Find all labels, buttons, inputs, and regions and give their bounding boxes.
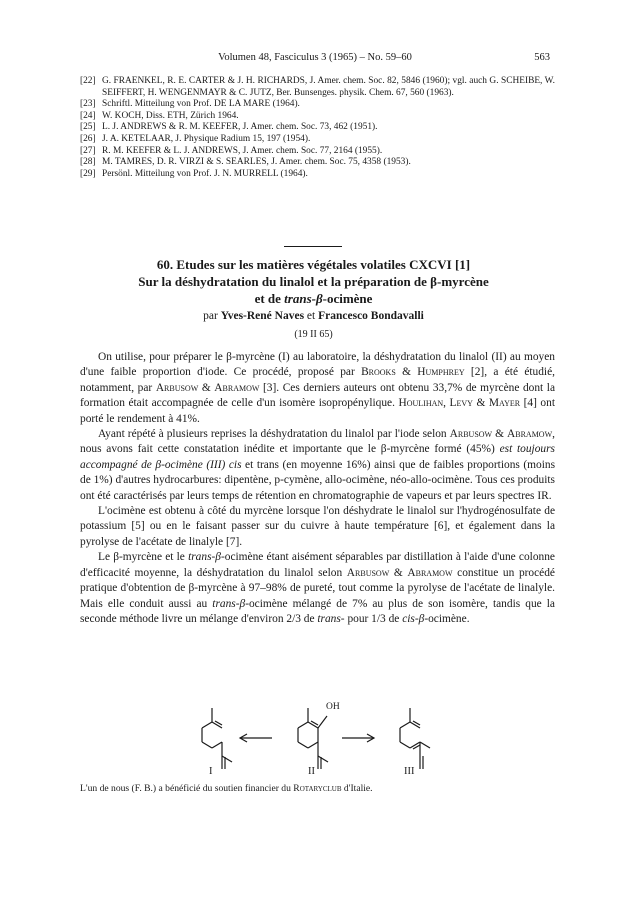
reference-text: Persönl. Mitteilung von Prof. J. N. MURRELL (1964). (102, 168, 308, 179)
text-run: -ocimène étant aisément séparables par distillation à l'aide d'une colonne d'efficacité moyenne, la déshydratation du linalol selon (80, 551, 555, 579)
reference-number: [26] (80, 133, 96, 144)
title-line-2: Sur la déshydratation du linalol et la préparation de β-myrcène (138, 274, 489, 289)
paragraph (80, 427, 555, 504)
reference-text: Schriftl. Mitteilung von Prof. DE LA MARE (1964). (102, 99, 300, 110)
author-ref: Arbusow (155, 381, 199, 394)
reference-item (80, 76, 555, 99)
title-text: et de (254, 291, 285, 306)
author-ref: Arbusow (346, 566, 390, 579)
text-run: -ocimène mélangé de 7% au plus de son isomère, tandis que la seconde méthode livre un mélange d'environ 2/3 de (80, 597, 555, 625)
reference-number: [29] (80, 168, 96, 179)
text-run: pour 1/3 de (344, 612, 403, 625)
text-run: Le β-myrcène et le (98, 551, 189, 564)
reference-list (80, 76, 555, 180)
text-run: On utilise, pour préparer le β-myrcène (I) au laboratoire, la déshydratation du linalol (II) au moyen d'une faible proportion d'iode. Ce procédé, proposé par (80, 351, 555, 379)
received-date: (19 II 65) (294, 329, 333, 340)
footnote-smallcaps: Rotaryclub (293, 783, 342, 794)
text-run: [4] ont porté le rendement à 41%. (80, 397, 555, 425)
reference-number: [23] (80, 99, 96, 110)
author-ref: Arbusow (449, 428, 493, 441)
text-run: & (472, 397, 489, 410)
author-ref: Abramow (507, 428, 553, 441)
text-run: & (198, 381, 215, 394)
reference-item (80, 146, 555, 158)
text-run: constitue un procédé pratique d'obtention de β-myrcène à 97–98% de pureté, tout comme la pyrolyse de l'acétate de linalyle. Mais elle conduit aussi au (80, 566, 555, 610)
running-head-text: Volumen 48, Fasciculus 3 (1965) – No. 59–60 (218, 52, 412, 63)
text-run: , nous avons fait cette constatation inédite et importante que le β-myrcène formé (45%) (80, 428, 555, 456)
emphasis: cis-β (402, 612, 425, 625)
author-ref: Houlihan, Levy (398, 397, 473, 410)
reference-text: R. M. KEEFER & L. J. ANDREWS, J. Amer. chem. Soc. 77, 2164 (1955). (102, 145, 383, 156)
page-number: 563 (534, 52, 550, 63)
reference-text: G. FRAENKEL, R. E. CARTER & J. H. RICHARDS, J. Amer. chem. Soc. 82, 5846 (1960); vgl. auch G. SCHEIBE, W. SEIFFERT, H. WENGENMAYR & C. JUTZ, Ber. Bunsenges. physik. Chem. 67, 560 (1963). (102, 76, 555, 98)
text-run: -ocimène. (424, 612, 470, 625)
title-divider (284, 246, 342, 247)
reference-item (80, 157, 555, 169)
footnote (80, 783, 555, 794)
author-ref: Brooks (361, 366, 396, 379)
reference-number: [28] (80, 157, 96, 168)
reference-number: [25] (80, 122, 96, 133)
structure-III-ocimene (400, 708, 430, 769)
emphasis: trans-β (188, 551, 221, 564)
paragraph (80, 550, 555, 627)
text-run: & (389, 566, 408, 579)
title-line-3 (70, 290, 557, 307)
author-name: Francesco Bondavalli (318, 310, 424, 322)
compound-label-III: III (404, 766, 415, 777)
compound-label-I: I (209, 766, 213, 777)
byline-et: et (306, 310, 316, 322)
author-name: Yves-René Naves (220, 310, 305, 322)
paragraph (80, 350, 555, 427)
compound-label-II: II (308, 766, 315, 777)
article-title (70, 256, 557, 307)
structure-I-myrcene (202, 708, 232, 769)
hydroxyl-label: OH (326, 702, 340, 712)
footnote-text: d'Italie. (341, 783, 373, 794)
emphasis: trans- (317, 612, 345, 625)
reference-text: L. J. ANDREWS & R. M. KEEFER, J. Amer. chem. Soc. 73, 462 (1951). (102, 122, 378, 133)
author-byline (70, 310, 557, 322)
title-line-1: 60. Etudes sur les matières végétales volatiles CXCVI [1] (156, 257, 471, 272)
text-run: [2], a été étudié, notamment, par (80, 366, 555, 394)
title-italic: trans-β (284, 291, 323, 306)
reference-item (80, 134, 555, 146)
chemical-structures-figure (150, 702, 480, 780)
text-run: & (492, 428, 508, 441)
emphasis: trans-β (212, 597, 246, 610)
author-ref: Abramow (214, 381, 260, 394)
text-run: [3]. Ces derniers auteurs ont obtenu 33,7% de myrcène dont la formation était accompagnée de celle d'un isomère isopropénylique. (80, 381, 556, 410)
paragraph: L'ocimène est obtenu à côté du myrcène lorsque l'on déshydrate le linalol sur l'hydrogénosulfate de potassium [5] ou en le faisant passer sur du cuivre à haute température [6], et également dans la pyrolyse de l'acétate de linalyle [7]. (80, 505, 555, 548)
article-body (80, 350, 555, 627)
footnote-text: L'un de nous (F. B.) a bénéficié du soutien financier du (80, 783, 294, 794)
emphasis: est toujours accompagné de β-ocimène (III) cis (80, 443, 555, 471)
reference-text: W. KOCH, Diss. ETH, Zürich 1964. (102, 110, 239, 121)
reference-number: [24] (80, 110, 96, 121)
reference-number: [27] (80, 145, 96, 156)
title-text: -ocimène (322, 291, 373, 306)
reference-item (80, 111, 555, 123)
reference-number: [22] (80, 76, 96, 86)
author-ref: Humphrey (417, 366, 465, 379)
structure-II-linalool (298, 708, 328, 769)
text-run: Ayant répété à plusieurs reprises la déshydratation du linalol par l'iode selon (98, 428, 450, 441)
byline-par: par (203, 310, 218, 322)
text-run: et trans (en moyenne 16%) ainsi que de faibles proportions (moins de 1%) d'autres hydrocarbures: dipentène, p-cymène, allo-ocimène, néo-allo-ocimène. Tous ces produits ont été caractérisés par leurs temps de rétention en chromatographie de vapeurs et par leurs spectres IR. (80, 458, 556, 502)
reference-item (80, 99, 555, 111)
reference-text: J. A. KETELAAR, J. Physique Radium 15, 197 (1954). (102, 133, 311, 144)
author-ref: Mayer (488, 397, 521, 410)
reference-text: M. TAMRES, D. R. VIRZI & S. SEARLES, J. Amer. chem. Soc. 75, 4358 (1953). (102, 157, 411, 168)
structures-svg (150, 702, 480, 780)
text-run: & (395, 366, 418, 379)
author-ref: Abramow (407, 566, 453, 579)
reference-item (80, 169, 555, 181)
reference-item (80, 122, 555, 134)
